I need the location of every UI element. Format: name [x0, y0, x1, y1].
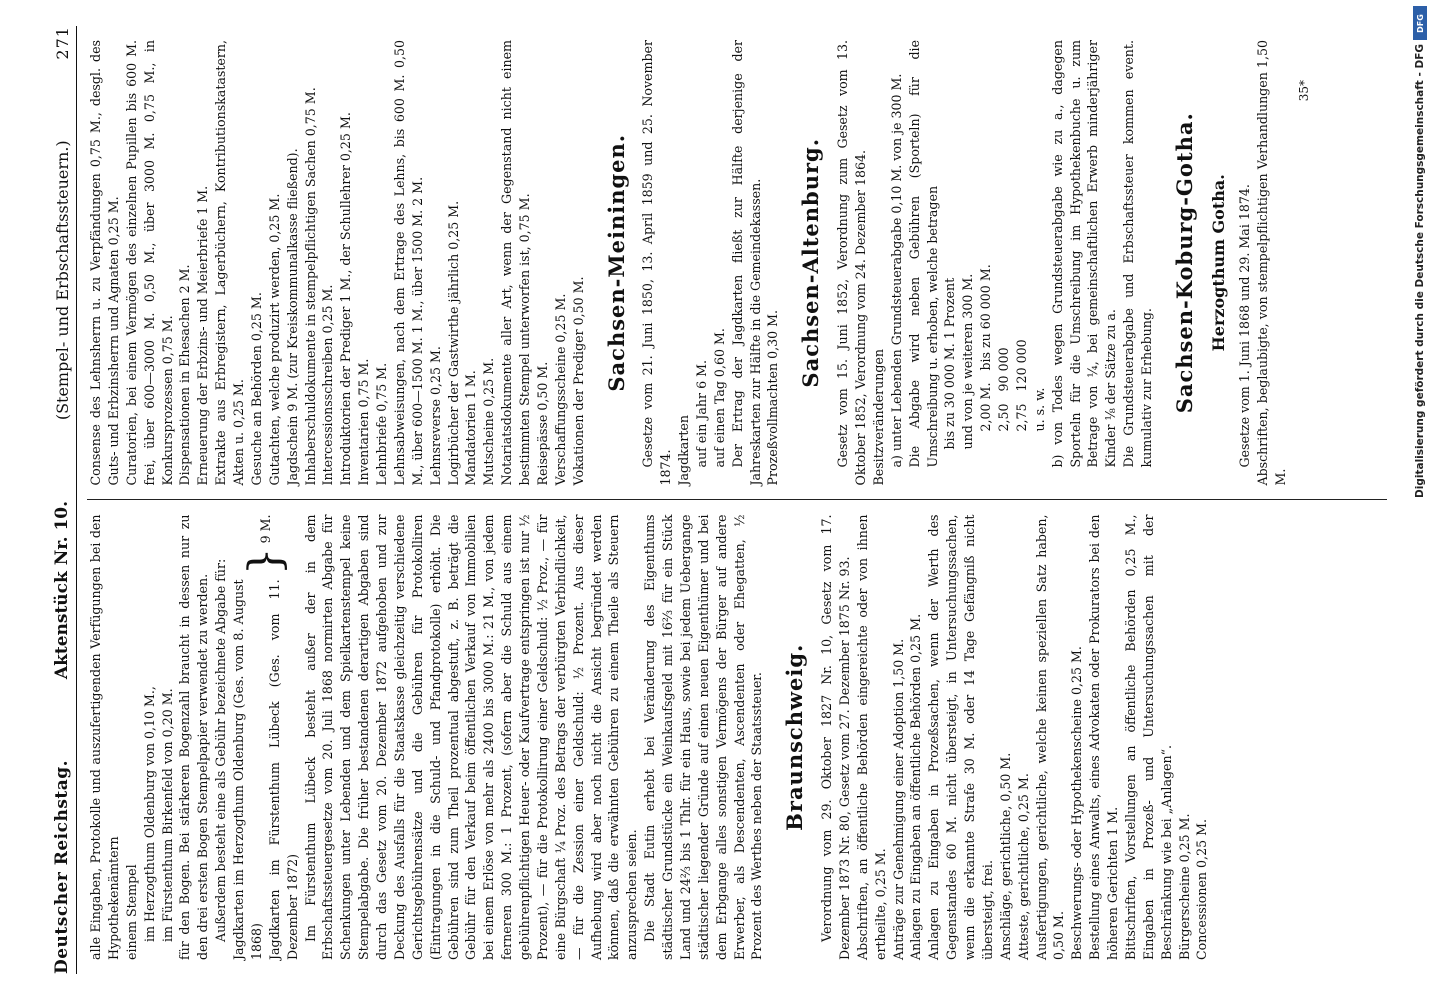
- paragraph: im Herzogthum Oldenburg von 0,10 M.,: [141, 686, 157, 942]
- list-item: Introduktorien der Prediger 1 M., der Schullehrer 0,25 M.: [338, 112, 354, 486]
- list-item: Beschwerungs- oder Hypothekenscheine 0,25 M.: [1069, 646, 1085, 960]
- scale-limit: bis zu 60 000 M.: [978, 264, 994, 371]
- scale-limit: 90 000: [996, 347, 1011, 392]
- signature-mark: 35*: [1297, 80, 1312, 102]
- list-item: Lehnbriefe 0,75 M.: [374, 362, 389, 486]
- paragraph: Im Fürstenthum Lübeck besteht außer der in dem Erbschaftssteuergesetze vom 20. Juli 1868 normirten Abgabe für Schenkungen unter Lebenden und dem Spielkartenstempel keine Stempelabgabe. Die früher bestandenen derartigen Abgaben sind durch das Gesetz vom 20. Dezember 1872 aufgehoben und zur Deckung des Ausfalls für die Staatskasse gleichzeitig verschiedene Gerichtsgebührensätze und die Gebühren für Protokolliren (Eintragungen in die Schuld- und Pfandprotokolle) erhöht. Die Gebühren sind zum Theil prozentual abgestuft, z. B. beträgt die Gebühr für den Verkauf beim öffentlichen Verkauf von Immobilien bei einem Erlöse von mehr als 2400 bis 3000 M.: 21 M., von jedem ferneren 300 M.: 1 Prozent, (sofern aber die Schuld aus einem gebührenpflichtigen Heuer- oder Kaufvertrage entspringen ist nur ½ Prozent), — für die Protokollirung einer Geldschuld: ½ Proz., — für eine Bürgschaft ¼ Proz. des Betrags der verbürgten Verbindlichkeit, — für die Zession einer Geldschuld: ½ Prozent. Aus dieser Aufhebung wird aber noch nicht die Ansicht begründet werden können, daß die erwähnten Gebühren zu einem Theile als Steuern anzusprechen seien.: [302, 514, 640, 960]
- list-item: Lehnsabweisungen, nach dem Ertrage des Lehns, bis 600 M. 0,50 M., über 600—1500 M. 1 M., über 1500 M. 2 M.: [391, 40, 425, 486]
- list-item: Bittschriften, Vorstellungen an öffentliche Behörden 0,25 M., Eingaben in Prozeß- und Untersuchungssachen mit der Beschränkung wie bei „Anlagen“.: [1122, 514, 1174, 960]
- digitization-stamp: [1410, 6, 1430, 996]
- list-item: Jagdschein 9 M. (zur Kreiskommunalkasse fließend).: [284, 148, 300, 486]
- heading-braunschweig: Braunschweig.: [782, 643, 808, 831]
- section-title: (Stempel- und Erbschaftssteuern.): [53, 140, 72, 421]
- scale-limit: 120 000: [1013, 339, 1029, 392]
- page-header: [38, 26, 77, 974]
- list-item: Verschaffungsscheine 0,25 M.: [552, 293, 568, 486]
- paragraph: Verordnung vom 29. Oktober 1827 Nr. 10, Gesetz vom 17. Dezember 1873 Nr. 80, Gesetz vom 27. Dezember 1875 Nr. 93.: [819, 514, 852, 960]
- right-column: [87, 26, 1387, 501]
- journal-title: Deutscher Reichstag.: [52, 759, 72, 974]
- list-item: auf ein Jahr 6 M.: [693, 360, 709, 468]
- paragraph: bis zu 30 000 M. 1 Prozent: [942, 277, 958, 450]
- paragraph: alle Eingaben, Protokolle und auszufertigenden Verfügungen bei den Hypothekenämtern: [88, 514, 121, 960]
- paragraph: und von je weiteren 300 M.: [960, 273, 976, 450]
- heading-sachsen-altenburg: Sachsen-Altenburg.: [798, 137, 824, 388]
- subheading-herzogthum-gotha: Herzogthum Gotha.: [1208, 174, 1228, 352]
- list-item: Reisepässe 0,50 M.: [534, 361, 550, 486]
- paragraph: Die Abgabe wird neben Gebühren (Sporteln) für die Umschreibung u. erhoben, welche betragen: [906, 40, 940, 468]
- list-item: Atteste, gerichtliche, 0,25 M.: [1015, 773, 1031, 960]
- heading-sachsen-koburg-gotha: Sachsen-Koburg-Gotha.: [1171, 112, 1197, 414]
- page-number: 271: [53, 26, 72, 60]
- list-item: Inventarien 0,75 M.: [356, 358, 372, 486]
- amount: 9 M.: [257, 514, 273, 544]
- list-item: Lehnsreverse 0,25 M.: [427, 346, 443, 486]
- paragraph: Gesetze vom 1. Juni 1868 und 29. Mai 1874.: [1237, 184, 1253, 468]
- issue-number: Aktenstück Nr. 10.: [52, 500, 72, 680]
- list-item: Concessionen 0,25 M.: [1194, 819, 1210, 960]
- paragraph: Der Ertrag der Jagdkarten fließt zur Hälfte derjenige der Jahreskarten zur Hälfte in die Gemeindekassen.: [729, 40, 763, 486]
- heading-sachsen-meiningen: Sachsen-Meiningen.: [603, 133, 629, 392]
- list-item: Erneuerung der Erbzins- und Meierbriefe 1 M.: [195, 185, 211, 486]
- stamp-text: Digitalisierung gefördert durch die Deutsche Forschungsgemeinschaft - DFG: [1414, 44, 1426, 498]
- list-item: Anlagen zu Eingaben an öffentliche Behörden 0,25 M.: [908, 613, 924, 960]
- list-item: Gutachten, welche produzirt werden, 0,25 M.: [266, 193, 282, 486]
- list-item: Intercessionsschreiben 0,25 M.: [320, 284, 336, 486]
- list-item: Bestellung eines Anwalts, eines Advokaten oder Prokurators bei den höheren Gerichten 1 M.: [1087, 514, 1121, 960]
- list-item: Abschriften, an öffentliche Behörden eingereichte oder von ihnen ertheilte, 0,25 M.: [854, 514, 888, 960]
- scale-row: [995, 40, 1013, 486]
- scale-row: [1013, 40, 1031, 486]
- list-item: Curatorien, bei einem Vermögen des einzelnen Pupillen bis 600 M. frei, über 600—3000 M. 0,50 M., über 3000 M. 0,75 M., in Konkursprozessen 0,75 M.: [123, 40, 175, 486]
- brace-glyph: }: [239, 547, 291, 576]
- list-item: Mandatorien 1 M.: [463, 370, 479, 486]
- list-item: Ausfertigungen, gerichtliche, welche keinen speziellen Satz haben, 0,50 M.: [1033, 514, 1067, 960]
- jagdkarten-block: [230, 515, 302, 961]
- text-columns: [87, 26, 1387, 974]
- list-item: Inhaberschuldokumente in stempelpflichtigen Sachen 0,75 M.: [302, 87, 318, 486]
- paragraph: Die Grundsteuerabgabe und Erbschaftssteuer kommen event. kumulativ zur Erhebung.: [1121, 40, 1154, 468]
- list-item: Notariatsdokumente aller Art, wenn der Gegenstand nicht einem bestimmten Stempel unterworfen ist, 0,75 M.: [499, 40, 532, 486]
- paragraph: einem Stempel: [123, 864, 139, 960]
- list-item: Gesuche an Behörden 0,25 M.: [248, 292, 264, 486]
- paragraph: Prozeßvollmachten 0,30 M.: [765, 309, 781, 486]
- paragraph: Jagdkarten: [676, 415, 692, 486]
- paragraph: Die Stadt Eutin erhebt bei Veränderung des Eigenthums städtischer Grundstücke ein Weinkaufsgeld mit 16⅔ für ein Stück Land und 24⅔ bis 1 Thlr. für ein Haus, sowie bei jedem Uebergange städtischer liegender Gründe auf einen neuen Eigenthümer und bei dem Erbgange alles sonstigen Vermögens der Bürger auf andere Erwerber, als Descendenten, Ascendenten oder Ehegatten, ½ Prozent des Werthes neben der Staatssteuer.: [642, 514, 765, 960]
- paragraph: Jagdkarten im Fürstenthum Lübeck (Ges. vom 11. Dezember 1872): [266, 579, 300, 960]
- paragraph: Gesetz vom 15. Juni 1852, Verordnung zum Gesetz vom 13. Oktober 1852, Verordnung vom 24. Dezember 1864.: [835, 40, 868, 486]
- list-item: Anlagen zu Eingaben in Prozeßsachen, wenn der Werth des Gegenstandes 60 M. nicht übersteigt, in Untersuchungssachen, wenn die erkannte Strafe 30 M. oder 14 Tage Gefängniß nicht übersteigt, frei.: [926, 514, 995, 960]
- list-item: Mutscheine 0,25 M.: [481, 357, 497, 486]
- paragraph: Jagdkarten im Herzogthum Oldenburg (Ges. vom 8. August 1868): [231, 579, 264, 960]
- list-item: Dispensationen in Ehesachen 2 M.: [177, 264, 193, 486]
- list-item: Vokationen der Prediger 0,50 M.: [570, 276, 586, 486]
- paragraph: im Fürstenthum Birkenfeld von 0,20 M.: [159, 688, 175, 942]
- paragraph: für den Bogen. Bei stärkeren Bogenzahl braucht in dessen nur zu den drei ersten Bogen Stempelpapier verwendet zu werden.: [177, 514, 211, 960]
- scale-rate: 2,50: [996, 403, 1011, 432]
- document-page: [38, 20, 1418, 980]
- list-item: Bürgerscheine 0,25 M.: [1176, 813, 1192, 960]
- list-item: a) unter Lebenden Grundsteuerabgabe 0,10 M. von je 300 M.: [888, 73, 904, 468]
- scale-rate: 2,75: [1013, 403, 1029, 432]
- paragraph: Außerdem besteht eine als Gebühr bezeichnete Abgabe für:: [213, 558, 229, 942]
- paragraph: u. s. w.: [1031, 387, 1047, 432]
- scale-row: [977, 40, 995, 486]
- dfg-logo: DFG: [1413, 6, 1427, 40]
- left-column: [87, 501, 1387, 975]
- list-item: Anträge zur Genehmigung einer Adoption 1,50 M.: [890, 638, 906, 960]
- list-item: auf einen Tag 0,60 M.: [711, 328, 727, 468]
- paragraph: Besitzveränderungen: [870, 349, 886, 486]
- paragraph: Gesetze vom 21. Juni 1850, 13. April 1859 und 25. November 1874.: [640, 40, 674, 486]
- list-item: Extrakte aus Erbregistern, Lagerbüchern, Kontributionskatastern, Akten u. 0,25 M.: [213, 40, 246, 486]
- list-item: b) von Todes wegen Grundsteuerabgabe wie zu a., dagegen Sporteln für die Umschreibung im Hypothekenbuche u. zum Betrage von ¼, bei gemeinschaftlichen Erwerb minderjähriger Kinder ⅛ der Sätze zu a.: [1049, 40, 1119, 468]
- scale-rate: 2,00 M.: [978, 382, 994, 432]
- list-item: Logirbücher der Gastwirthe jährlich 0,25 M.: [445, 200, 461, 486]
- list-item: Abschriften, beglaubigte, von stempelpflichtigen Verhandlungen 1,50 M.: [1255, 40, 1289, 486]
- list-item: Consense des Lehnsherrn u. zu Verpfändungen 0,75 M., desgl. des Guts- und Erbzinsherrn und Agnaten 0,25 M.: [88, 40, 121, 486]
- list-item: Anschläge, gerichtliche, 0,50 M.: [997, 752, 1013, 960]
